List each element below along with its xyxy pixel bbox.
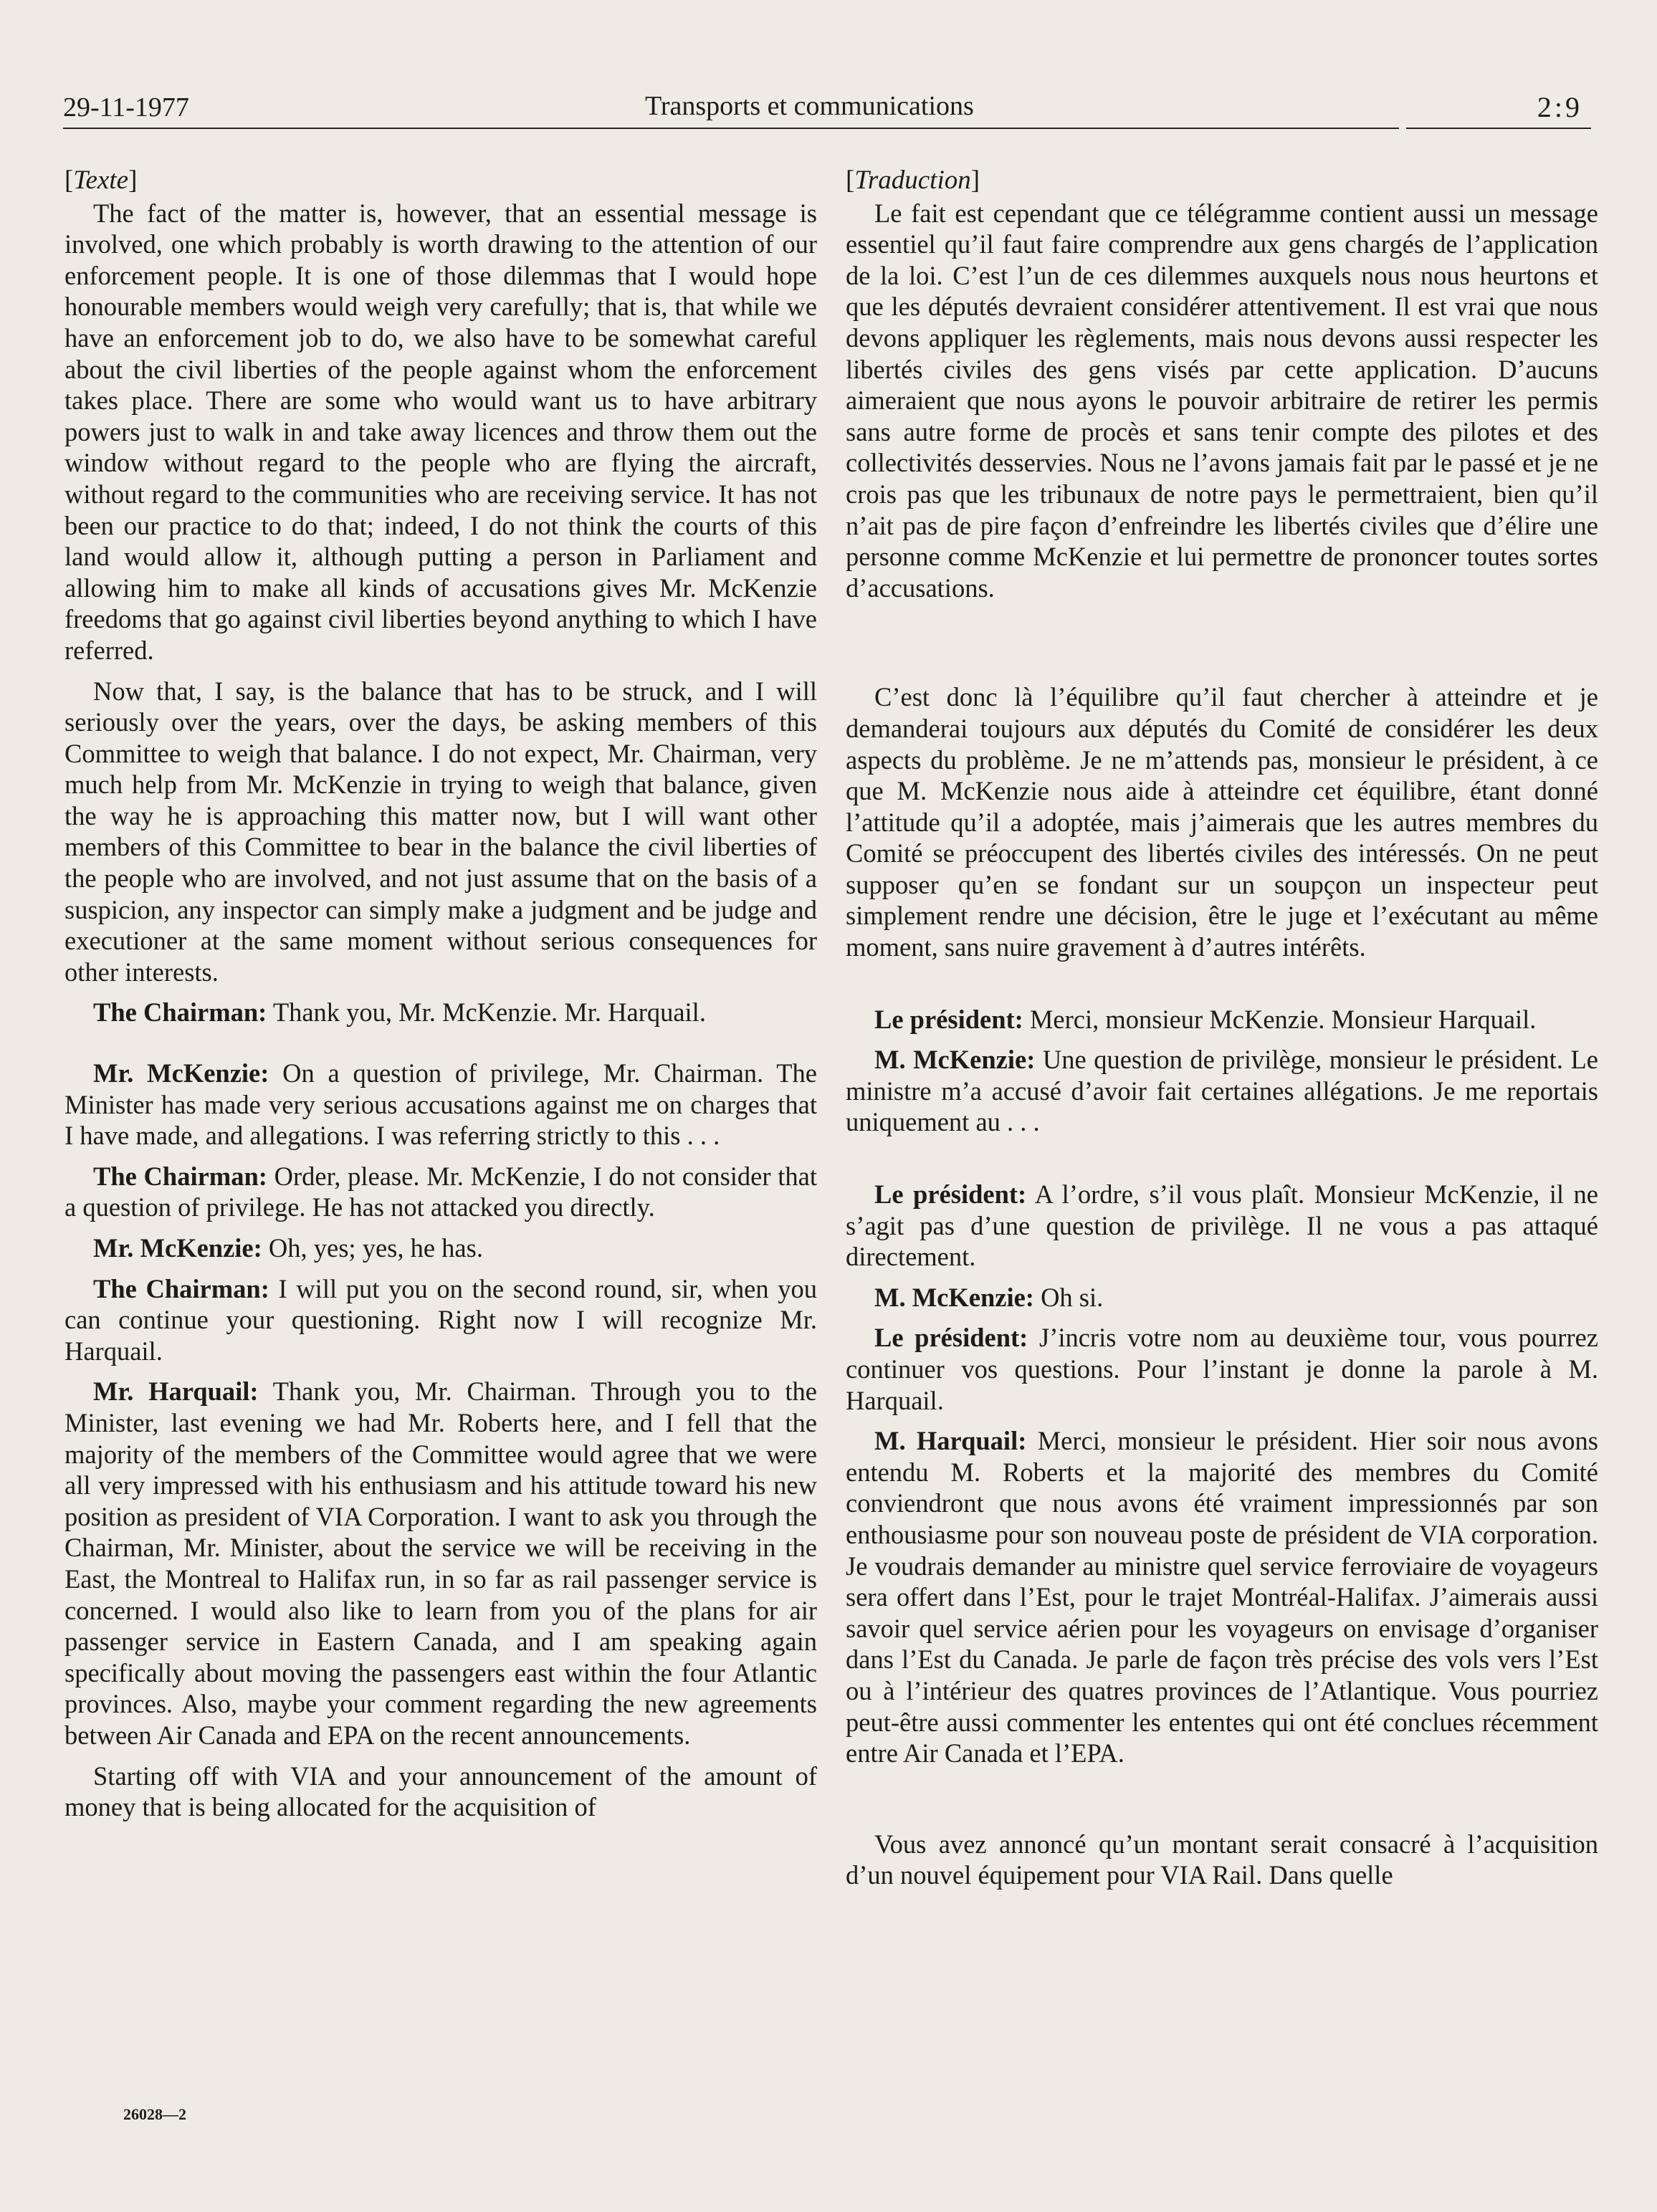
paragraph	[65, 1232, 817, 1264]
paragraph	[846, 198, 1598, 604]
paragraph	[846, 1179, 1598, 1273]
paragraph	[65, 676, 817, 988]
paragraph	[65, 198, 817, 666]
paragraph-text: Now that, I say, is the balance that has to be struck, and I will seriously over the years, over the days, be asking members of this Committee to weigh that balance. I do not expect, Mr. Chairman, very much help from Mr. McKenzie in trying to weigh that balance, given the way he is approaching this matter now, but I will want other members of this Committee to bear in the balance the civil liberties of the people who are involved, and not just assume that on the basis of a suspicion, any inspector can simply make a judgment and be judge and executioner at the same moment without serious consequences for other interests.	[65, 676, 817, 987]
paragraph-text: Starting off with VIA and your announcement of the amount of money that is being allocated for the acquisition of	[65, 1761, 817, 1822]
print-code: 26028—2	[123, 2105, 186, 2123]
page-number: 2:9	[1537, 91, 1582, 123]
paragraph	[846, 1004, 1598, 1035]
paragraph	[846, 1044, 1598, 1138]
paragraph	[65, 1761, 817, 1823]
speaker-name: Le président:	[874, 1323, 1028, 1353]
paragraph-text: C’est donc là l’équilibre qu’il faut chercher à atteindre et je demanderai toujours aux députés du Comité de considérer les deux aspects du problème. Je ne m’attends pas, monsieur le président, à ce que M. McKenzie nous aide à atteindre cet équilibre, étant donné l’attitude qu’il a adoptée, mais j’aimerais que les autres membres du Comité se préoccupent des libertés civiles des intéressés. On ne peut supposer qu’en se fondant sur un soupçon un inspecteur peut simplement rendre une décision, être le juge et l’exécutant au même moment, sans nuire gravement à d’autres intérêts.	[846, 682, 1598, 962]
paragraph-text: I will put you on the second round, sir, when you can continue your questioning. Right now I will recognize Mr. Harquail.	[65, 1273, 818, 1366]
paragraph	[65, 1058, 817, 1152]
paragraph	[846, 681, 1598, 962]
paragraph-text: Merci, monsieur McKenzie. Monsieur Harquail.	[1029, 1004, 1537, 1034]
french-column	[846, 165, 1598, 1900]
paragraph	[846, 1829, 1598, 1891]
paragraph-text: Vous avez annoncé qu’un montant serait consacré à l’acquisition d’un nouvel équipement pour VIA Rail. Dans quelle	[846, 1829, 1598, 1890]
speaker-name: Mr. McKenzie:	[93, 1058, 269, 1088]
speaker-name: The Chairman:	[93, 1161, 267, 1191]
paragraph	[846, 1425, 1598, 1769]
speaker-name: Le président:	[874, 1179, 1027, 1210]
paragraph-text: Le fait est cependant que ce télégramme contient aussi un message essentiel qu’il faut faire comprendre aux gens chargés de l’application de la loi. C’est l’un de ces dilemmes auxquels nous nous heurtons et que les députés devraient considérer attentivement. Il est vrai que nous devons appliquer les règlements, mais nous devons aussi respecter les libertés civiles des gens visés par cette application. D’aucuns aimeraient que nous ayons le pouvoir arbitraire de retirer les permis sans autre forme de procès et sans tenir compte des pilotes et des collectivités desservies. Nous ne l’avons jamais fait par le passé et je ne crois pas que les tribunaux de notre pays le permettraient, bien qu’il n’ait pas de pire façon d’enfreindre les libertés civiles que d’élire une personne comme McKenzie et lui permettre de prononcer toutes sortes d’accusations.	[846, 198, 1598, 603]
speaker-name: Le président:	[874, 1004, 1023, 1034]
speaker-name: Mr. McKenzie:	[93, 1233, 262, 1263]
paragraph	[846, 1282, 1598, 1313]
paragraph	[65, 1376, 817, 1751]
running-header	[63, 86, 1591, 132]
paragraph-text: Une question de privilège, monsieur le président. Le ministre m’a accusé d’avoir fait certaines allégations. Je me reportais uniquement au . . .	[846, 1045, 1598, 1137]
paragraph-text: Thank you, Mr. McKenzie. Mr. Harquail.	[272, 997, 706, 1028]
paragraph-text: Oh si.	[1041, 1282, 1104, 1312]
paragraph	[846, 1322, 1598, 1416]
speaker-name: The Chairman:	[93, 997, 267, 1028]
paragraph-text: Oh, yes; yes, he has.	[268, 1233, 483, 1263]
header-rule	[63, 128, 1399, 129]
language-tag-label: Traduction	[854, 166, 971, 195]
paragraph-text: A l’ordre, s’il vous plaît. Monsieur McKenzie, il ne s’agit pas d’une question de privilège. Il ne vous a pas attaqué directement.	[846, 1179, 1598, 1272]
paragraph-text: The fact of the matter is, however, that an essential message is involved, one which probably is worth drawing to the attention of our enforcement people. It is one of those dilemmas that I would hope honourable members would weigh very carefully; that is, that while we have an enforcement job to do, we also have to be somewhat careful about the civil liberties of the people against whom the enforcement takes place. There are some who would want us to have arbitrary powers just to walk in and take away licences and throw them out the window without regard to the people who are flying the aircraft, without regard to the communities who are receiving service. It has not been our practice to do that; indeed, I do not think the courts of this land would allow it, although putting a person in Parliament and allowing him to make all kinds of accusations gives Mr. McKenzie freedoms that go against civil liberties beyond anything to which I have referred.	[65, 198, 817, 665]
paragraph-text: Merci, monsieur le président. Hier soir nous avons entendu M. Roberts et la majorité des membres du Comité conviendront que nous avons été vraiment impressionnés par son enthousiasme pour son nouveau poste de président de VIA corporation. Je voudrais demander au ministre quel service ferroviaire de voyageurs sera offert dans l’Est, pour le trajet Montréal-Halifax. J’aimerais aussi savoir quel service aérien pour les voyageurs on envisage d’organiser dans l’Est du Canada. Je parle de façon très précise des vols vers l’Est ou à l’intérieur des quatres provinces de l’Atlantique. Vous pourriez peut-être aussi commenter les ententes qui ont été conclues récemment entre Air Canada et l’EPA.	[846, 1426, 1599, 1768]
paragraph-text: Order, please. Mr. McKenzie, I do not consider that a question of privilege. He has not attacked you directly.	[65, 1161, 817, 1222]
header-rule-page	[1406, 128, 1591, 129]
paragraph	[65, 997, 817, 1028]
speaker-name: M. McKenzie:	[874, 1282, 1034, 1312]
paragraph	[65, 1161, 817, 1223]
paragraph	[65, 1273, 817, 1367]
paragraph-text: J’incris votre nom au deuxième tour, vous pourrez continuer vos questions. Pour l’instant je donne la parole à M. Harquail.	[846, 1323, 1599, 1415]
header-date: 29-11-1977	[63, 92, 189, 123]
language-tag: [Traduction]	[846, 166, 980, 195]
header-title: Transports et communications	[645, 91, 974, 121]
english-column	[65, 165, 817, 1832]
language-tag-label: Texte	[73, 166, 129, 195]
paragraph-text: On a question of privilege, Mr. Chairman. The Minister has made very serious accusations against me on charges that I have made, and allegations. I was referring strictly to this . . .	[65, 1058, 818, 1151]
language-tag: [Texte]	[65, 166, 138, 195]
speaker-name: Mr. Harquail:	[93, 1376, 259, 1407]
speaker-name: M. Harquail:	[874, 1426, 1027, 1456]
speaker-name: M. McKenzie:	[874, 1045, 1036, 1075]
paragraph-text: Thank you, Mr. Chairman. Through you to the Minister, last evening we had Mr. Roberts here, and I fell that the majority of the members of the Committee would agree that we were all very impressed with his enthusiasm and his attitude toward his new position as president of VIA Corporation. I want to ask you through the Chairman, Mr. Minister, about the service we will be receiving in the East, the Montreal to Halifax run, in so far as rail passenger service is concerned. I would also like to learn from you of the plans for air passenger service in Eastern Canada, and I am speaking again specifically about moving the passengers east within the four Atlantic provinces. Also, maybe your comment regarding the new agreements between Air Canada and EPA on the recent announcements.	[65, 1376, 817, 1750]
speaker-name: The Chairman:	[93, 1273, 269, 1303]
